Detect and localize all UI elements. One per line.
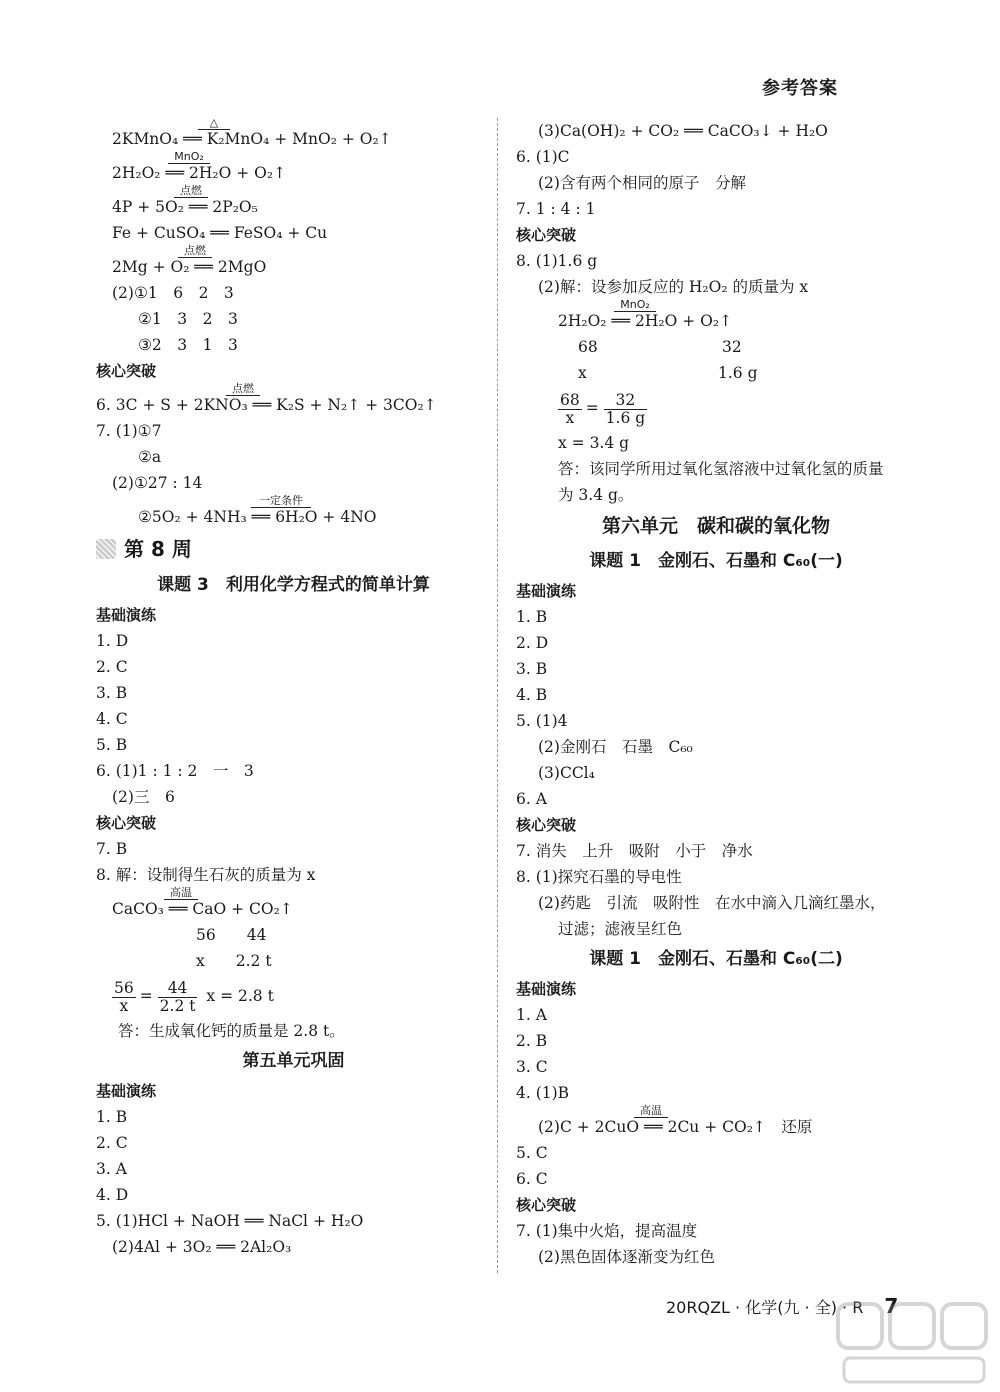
answer-line: 7. (1)集中火焰，提高温度: [516, 1222, 698, 1240]
fraction: $\frac{32}{1.6 g}$: [605, 390, 646, 427]
section-label: 基础演练: [96, 1082, 157, 1100]
page-number: 7: [884, 1294, 899, 1318]
mass-ratio-row: x 2.2 t: [196, 952, 272, 970]
equation-text: 2Mg + O₂ ══ 2MgO: [112, 258, 267, 276]
section-label: 核心突破: [516, 226, 577, 244]
reaction-condition: MnO₂: [614, 299, 656, 312]
equation-text: 2H₂O₂ ══ 2H₂O + O₂↑: [558, 312, 733, 330]
week-heading: [96, 530, 491, 568]
equation-ammonia: [96, 496, 491, 530]
reaction-condition: 高温: [164, 887, 198, 900]
equation-text: (2)C + 2CuO ══ 2Cu + CO₂↑ 还原: [538, 1118, 813, 1136]
fraction: $\frac{44}{2.2 t}$: [159, 978, 196, 1015]
answer-line: 3. B: [96, 684, 128, 702]
fraction: $\frac{68}{x}$: [560, 390, 580, 427]
proportion-row: $\frac{68}{x}$ = $\frac{32}{1.6 g}$: [560, 390, 646, 427]
answer-line: 5. B: [96, 736, 128, 754]
answer-line: 7. 消失 上升 吸附 小于 净水: [516, 842, 753, 860]
unit-review-title: 第五单元巩固: [242, 1051, 345, 1071]
reaction-condition: 点燃: [226, 383, 260, 396]
left-column: [96, 118, 491, 1260]
section-label: 核心突破: [516, 1196, 577, 1214]
equation-text: 6. 3C + S + 2KNO₃ ══ K₂S + N₂↑ + 3CO₂↑: [96, 396, 437, 414]
answer-line: (2)药匙 引流 吸附性 在水中滴入几滴红墨水，: [538, 894, 886, 912]
answer-line: 答：该同学所用过氧化氢溶液中过氧化氢的质量: [558, 460, 884, 478]
answer-line: 6. C: [516, 1170, 548, 1188]
answer-line: 2. C: [96, 658, 128, 676]
ratio-value: 68: [578, 338, 598, 356]
ratio-value: x: [578, 364, 587, 382]
answer-line: 8. 解：设制得生石灰的质量为 x: [96, 866, 316, 884]
lesson-title: 课题 1 金刚石、石墨和 C₆₀(二): [589, 949, 843, 969]
right-column: [516, 118, 916, 1270]
equation-text: 4P + 5O₂ ══ 2P₂O₅: [112, 198, 258, 216]
answer-line: 7. (1)①7: [96, 422, 162, 440]
unit-title: 第六单元 碳和碳的氧化物: [601, 515, 830, 537]
equation-iron: Fe + CuSO₄ ══ FeSO₄ + Cu: [112, 224, 328, 242]
answer-line: 过滤；滤液呈红色: [558, 920, 683, 938]
answer-line: 3. A: [96, 1160, 127, 1178]
answer-line: 2. B: [516, 1032, 548, 1050]
answer-line: 1. A: [516, 1006, 547, 1024]
reaction-condition: 一定条件: [251, 495, 311, 508]
answer-line: (2)①1 6 2 3: [112, 284, 234, 302]
mass-ratio-row: [516, 334, 916, 360]
answer-line: 5. (1)4: [516, 712, 568, 730]
answer-line: 6. (1)1 : 1 : 2 一 3: [96, 762, 254, 780]
mass-ratio-row: 56 44: [196, 926, 267, 944]
answer-line: (3)CCl₄: [538, 764, 595, 782]
equation-text: 2KMnO₄ ══ K₂MnO₄ + MnO₂ + O₂↑: [112, 130, 392, 148]
lesson-title: 课题 3 利用化学方程式的简单计算: [157, 575, 430, 595]
answer-line: 1. D: [96, 632, 129, 650]
section-label: 核心突破: [96, 362, 157, 380]
answer-line: (2)三 6: [112, 788, 175, 806]
equation-phosphorus: [96, 186, 491, 220]
answer-line: (2)含有两个相同的原子 分解: [538, 174, 746, 192]
answer-line: 4. D: [96, 1186, 129, 1204]
result-text: x = 3.4 g: [558, 434, 630, 452]
answer-line: 1. B: [516, 608, 548, 626]
answer-line: 7. B: [96, 840, 128, 858]
result-text: x = 2.8 t: [206, 987, 274, 1005]
lesson-title: 课题 1 金刚石、石墨和 C₆₀(一): [589, 551, 843, 571]
watermark-logo-icon: [834, 1300, 994, 1388]
answer-line: (2)①27 : 14: [112, 474, 203, 492]
answer-line: 5. C: [516, 1144, 548, 1162]
answer-line: 2. C: [96, 1134, 128, 1152]
equation-magnesium: [96, 246, 491, 280]
reaction-condition: MnO₂: [168, 151, 210, 164]
answer-line: (2)黑色固体逐渐变为红色: [538, 1248, 715, 1266]
reaction-condition: △: [198, 117, 230, 130]
answer-line: (2)解：设参加反应的 H₂O₂ 的质量为 x: [538, 278, 809, 296]
column-divider: [497, 118, 498, 1273]
answer-line: (2)金刚石 石墨 C₆₀: [538, 738, 693, 756]
answer-line: 答：生成氧化钙的质量是 2.8 t。: [118, 1022, 345, 1040]
reaction-condition: 点燃: [178, 245, 212, 258]
answer-line: 6. (1)C: [516, 148, 570, 166]
answer-line: 8. (1)1.6 g: [516, 252, 598, 270]
answer-line: 为 3.4 g。: [558, 486, 634, 504]
equation-text: CaCO₃ ══ CaO + CO₂↑: [112, 900, 293, 918]
answer-line: 4. C: [96, 710, 128, 728]
proportion-row: $\frac{56}{x}$ = $\frac{44}{2.2 t}$ x = 2.8 t: [114, 978, 274, 1015]
fraction: $\frac{56}{x}$: [114, 978, 134, 1015]
answer-line: 4. (1)B: [516, 1084, 570, 1102]
answer-line: 5. (1)HCl + NaOH ══ NaCl + H₂O: [96, 1212, 364, 1230]
equation-copper-oxide: [516, 1106, 916, 1140]
answer-line: (2)4Al + 3O₂ ══ 2Al₂O₃: [112, 1238, 292, 1256]
section-label: 核心突破: [96, 814, 157, 832]
answer-line: 8. (1)探究石墨的导电性: [516, 868, 682, 886]
week-marker-icon: [96, 539, 116, 559]
section-label: 基础演练: [96, 606, 157, 624]
answer-line: 3. B: [516, 660, 548, 678]
answer-line: ③2 3 1 3: [138, 336, 238, 354]
equation-text: 2H₂O₂ ══ 2H₂O + O₂↑: [112, 164, 287, 182]
answer-line: (3)Ca(OH)₂ + CO₂ ══ CaCO₃↓ + H₂O: [538, 122, 828, 140]
equation-limestone: [96, 888, 491, 922]
answer-line: ②1 3 2 3: [138, 310, 238, 328]
reaction-condition: 点燃: [174, 185, 208, 198]
equation-gunpowder: [96, 384, 491, 418]
ratio-value: 1.6 g: [718, 364, 758, 382]
answer-line: 7. 1 : 4 : 1: [516, 200, 596, 218]
section-label: 基础演练: [516, 980, 577, 998]
book-code: 20RQZL · 化学(九 · 全) · R: [666, 1298, 864, 1317]
section-label: 基础演练: [516, 582, 577, 600]
page-header: 参考答案: [762, 78, 838, 99]
answer-line: 4. B: [516, 686, 548, 704]
answer-line: ②a: [138, 448, 162, 466]
ratio-value: 32: [722, 338, 742, 356]
section-label: 核心突破: [516, 816, 577, 834]
answer-line: 2. D: [516, 634, 549, 652]
answer-line: 6. A: [516, 790, 547, 808]
equation-kmno4: [96, 118, 491, 152]
mass-ratio-row: [516, 360, 916, 386]
equation-text: ②5O₂ + 4NH₃ ══ 6H₂O + 4NO: [138, 508, 377, 526]
reaction-condition: 高温: [634, 1105, 668, 1118]
week-title: 第 8 周: [124, 537, 192, 561]
answer-line: 3. C: [516, 1058, 548, 1076]
equation-h2o2: [96, 152, 491, 186]
equation-h2o2-calc: [516, 300, 916, 334]
answer-line: 1. B: [96, 1108, 128, 1126]
